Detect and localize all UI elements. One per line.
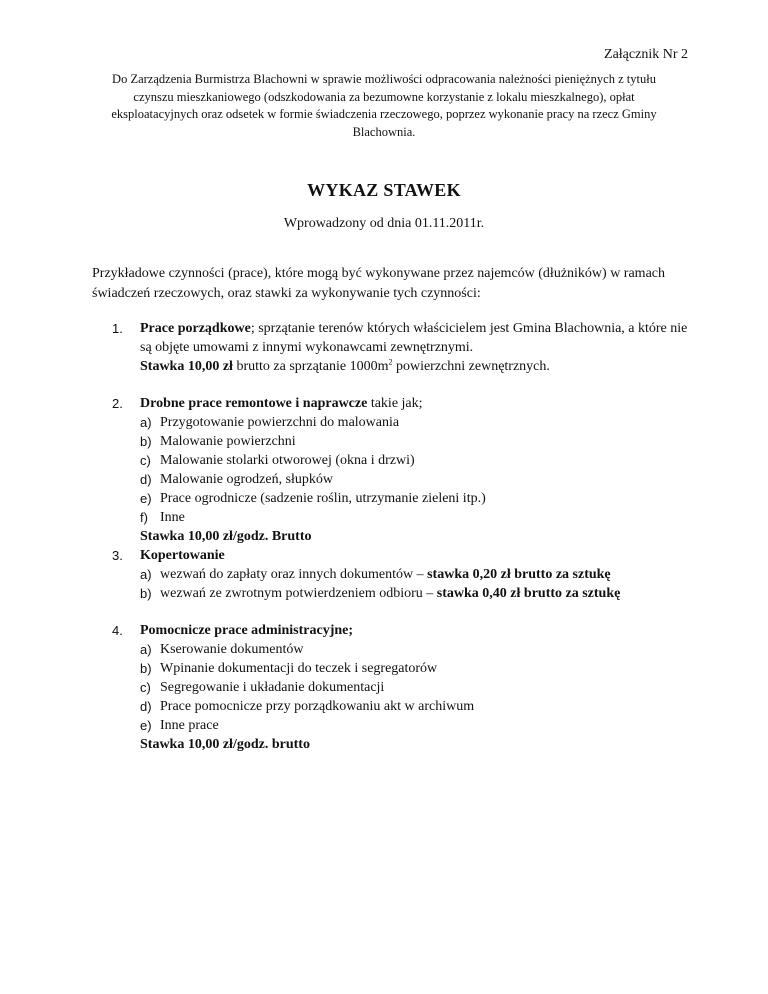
- section-3: [112, 546, 692, 603]
- list-item: [140, 697, 692, 716]
- list-letter: c): [140, 453, 151, 468]
- list-text: Malowanie powierzchni: [160, 434, 296, 449]
- rate-line: [140, 527, 692, 546]
- list-item: [140, 432, 692, 451]
- section-desc-text: ; sprzątanie terenów których właścicielem jest Gmina Blachownia, a które nie są objęte umowami z innymi wykonawcami zewnętrznymi.: [140, 321, 688, 355]
- section-4: [112, 621, 692, 754]
- annex-label: Załącznik Nr 2: [604, 47, 688, 62]
- section-2: [112, 394, 692, 546]
- section-heading: Kopertowanie: [140, 548, 225, 563]
- section-number: 2.: [112, 396, 123, 411]
- section-desc-text: takie jak;: [367, 396, 423, 411]
- section-number: 1.: [112, 321, 123, 336]
- section-heading: Pomocnicze prace administracyjne;: [140, 623, 354, 638]
- list-rate: stawka 0,20 zł brutto za sztukę: [427, 567, 611, 582]
- section-description: [140, 319, 692, 357]
- list-letter: a): [140, 415, 152, 430]
- list-text: wezwań ze zwrotnym potwierdzeniem odbioru –: [160, 586, 437, 601]
- list-text: Prace ogrodnicze (sadzenie roślin, utrzymanie zieleni itp.): [160, 491, 486, 506]
- lead-paragraph: Przykładowe czynności (prace), które mogą być wykonywane przez najemców (dłużników) w ramach świadczeń rzeczowych, oraz stawki za wykonywanie tych czynności:: [92, 266, 665, 301]
- rate-superscript: 2: [388, 357, 393, 367]
- list-item: [140, 716, 692, 735]
- list-letter: d): [140, 472, 152, 487]
- list-text: Malowanie stolarki otworowej (okna i drzwi): [160, 453, 415, 468]
- list-item: [140, 659, 692, 678]
- rate-bold: Stawka 10,00 zł/godz. Brutto: [140, 529, 312, 544]
- list-text: Inne: [160, 510, 185, 525]
- list-letter: c): [140, 680, 151, 695]
- list-letter: b): [140, 434, 152, 449]
- list-item: [140, 451, 692, 470]
- section-heading: Prace porządkowe: [140, 321, 251, 336]
- list-letter: d): [140, 699, 152, 714]
- section-number: 3.: [112, 548, 123, 563]
- list-item: [140, 413, 692, 432]
- list-letter: a): [140, 567, 152, 582]
- list-letter: b): [140, 586, 152, 601]
- list-text: Wpinanie dokumentacji do teczek i segregatorów: [160, 661, 438, 676]
- list-letter: e): [140, 491, 152, 506]
- list-text: Segregowanie i układanie dokumentacji: [160, 680, 385, 695]
- list-letter: f): [140, 510, 148, 525]
- list-text: Przygotowanie powierzchni do malowania: [160, 415, 400, 430]
- list-rate: stawka 0,40 zł brutto za sztukę: [436, 586, 621, 601]
- section-1: [112, 319, 692, 376]
- list-text: Inne prace: [160, 718, 219, 733]
- list-item: [140, 640, 692, 659]
- list-letter: a): [140, 642, 152, 657]
- list-text: Malowanie ogrodzeń, słupków: [160, 472, 334, 487]
- list-letter: b): [140, 661, 152, 676]
- rate-bold: Stawka 10,00 zł/godz. brutto: [140, 737, 310, 752]
- list-item: [140, 584, 692, 603]
- list-item: [140, 508, 692, 527]
- section-description: [140, 394, 692, 413]
- rate-bold: Stawka 10,00 zł: [140, 359, 233, 374]
- list-item: [140, 489, 692, 508]
- section-description: [140, 621, 692, 640]
- list-letter: e): [140, 718, 152, 733]
- document-title: WYKAZ STAWEK: [307, 180, 461, 200]
- section-number: 4.: [112, 623, 123, 638]
- rate-tail: powierzchni zewnętrznych.: [392, 359, 550, 374]
- list-text: Kserowanie dokumentów: [160, 642, 304, 657]
- list-item: [140, 565, 692, 584]
- rate-line: [140, 735, 692, 754]
- rate-line: [140, 357, 692, 376]
- list-text: wezwań do zapłaty oraz innych dokumentów –: [160, 567, 428, 582]
- section-description: [140, 546, 692, 565]
- section-heading: Drobne prace remontowe i naprawcze: [140, 396, 368, 411]
- effective-date: Wprowadzony od dnia 01.11.2011r.: [283, 216, 485, 231]
- intro-paragraph: Do Zarządzenia Burmistrza Blachowni w sprawie możliwości odpracowania należności pieniężnych z tytułu czynszu mieszkaniowego (odszkodowania za bezumowne korzystanie z lokalu mieszkalnego), opłat eksploatacyjnych oraz odsetek w formie świadczenia rzeczowego, poprzez wykonanie pracy na rzecz Gminy Blachownia.: [111, 72, 657, 139]
- list-text: Prace pomocnicze przy porządkowaniu akt w archiwum: [160, 699, 475, 714]
- list-item: [140, 470, 692, 489]
- list-item: [140, 678, 692, 697]
- rate-text: brutto za sprzątanie 1000m: [232, 359, 389, 374]
